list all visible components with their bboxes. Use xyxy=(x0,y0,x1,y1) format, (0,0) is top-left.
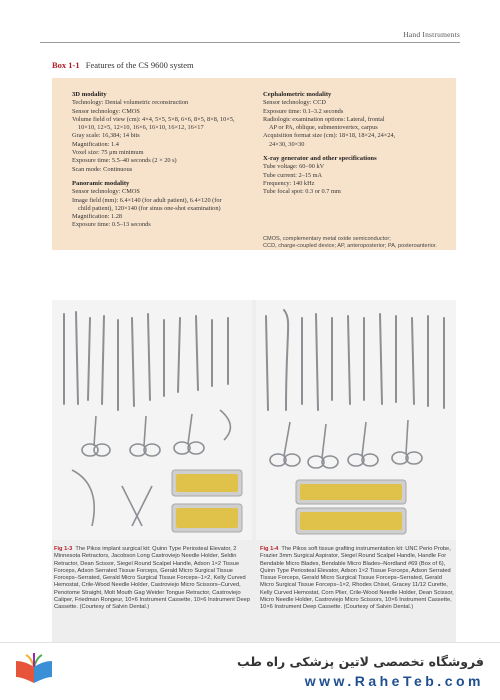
book-logo-icon xyxy=(14,651,54,691)
footer-banner xyxy=(0,642,500,700)
spec-line: Exposure time: 0.5–13 seconds xyxy=(72,221,151,229)
implant-kit-illustration xyxy=(52,300,252,540)
instrument-cassette xyxy=(296,480,406,534)
features-box xyxy=(52,78,456,250)
spec-line: 10×10, 12×5, 12×10, 16×6, 16×10, 16×12, 16×17 xyxy=(78,124,204,132)
spec-line: Voxel size: 75 μm minimum xyxy=(72,149,144,157)
spec-line: Acquisition format size (cm): 18×18, 18×24, 24×24, xyxy=(263,132,396,140)
figure-1-3-caption xyxy=(54,546,250,612)
spec-line: Tube current: 2–15 mA xyxy=(263,171,323,179)
spec-line: Tube voltage: 60–90 kV xyxy=(263,163,325,171)
spec-line: Tube focal spot: 0.3 or 0.7 mm xyxy=(263,188,341,196)
footnote-line-2: CCD, charge-coupled device; AP, anteroposterior; PA, posteroanterior. xyxy=(263,243,437,249)
spec-line: Sensor technology: CCD xyxy=(263,99,326,107)
spec-line: Sensor technology: CMOS xyxy=(72,188,140,196)
running-header: Hand Instruments xyxy=(403,30,460,39)
figure-1-4-caption xyxy=(260,546,456,612)
figure-1-4-photo xyxy=(256,300,456,540)
spec-line: Exposure time: 5.5–40 seconds (2 × 20 s) xyxy=(72,157,177,165)
footer-rule xyxy=(0,642,500,643)
footer-url-link[interactable]: www.RaheTeb.com xyxy=(304,673,484,689)
section-title: X-ray generator and other specifications xyxy=(263,155,377,163)
grafting-kit-illustration xyxy=(256,300,456,540)
spec-line: Radiologic examination options: Lateral, frontal xyxy=(263,115,385,123)
spec-line: Frequency: 140 kHz xyxy=(263,179,315,187)
footer-store-name: فروشگاه تخصصی لاتین پزشکی راه طب xyxy=(236,654,484,669)
caption-text: The Pikos soft tissue grafting instrumentation kit: UNC Perio Probe, Frazier 3mm Surgical Aspirator, Siegel Round Scalpel Handle, Handle For Bendable Micro Blades, Bendable Micro Blades–Nordland #69 (Box of 6), Quinn Type Periosteal Elevator, Adson 1×2 Tissue Forceps, Adson Serrated Tissue Forceps, Gerald Micro Surgical Tissue Forceps–Serrated, Gerald Micro Surgical Tissue Forceps–1×2, Rhodes Chisel, Gracey 11/12 Curette, Kelly Curved Hemostat, Corn Plier, Crile-Wood Needle Holder, Dean Scissor, Micro Needle Holder, Castroviejo Micro Scissors, 10×6 Instrument Cassette, 10×6 Instrument Deep Cassette. (Courtesy of Salvin Dental.) xyxy=(260,546,454,611)
figure-label: Fig 1-3 xyxy=(54,546,73,552)
instrument-cassette xyxy=(172,470,242,532)
figure-area xyxy=(52,300,456,670)
box-heading xyxy=(52,60,194,70)
box-title: Features of the CS 9600 system xyxy=(85,60,194,70)
section-title: Cephalometric modality xyxy=(263,91,332,98)
section-title: 3D modality xyxy=(72,91,107,98)
box-right-column xyxy=(263,91,448,197)
spec-line: Magnification: 1.4 xyxy=(72,140,119,148)
spec-line: Gray scale: 16,384; 14 bits xyxy=(72,132,140,140)
box-footnote xyxy=(263,236,453,250)
spec-line: child patient), 120×140 (for sinus one-shot examination) xyxy=(78,204,221,212)
box-number: Box 1-1 xyxy=(52,60,80,70)
footnote-line-1: CMOS, complementary metal oxide semiconductor; xyxy=(263,236,391,242)
header-rule xyxy=(40,42,460,43)
spec-line: Technology: Dental volumetric reconstruction xyxy=(72,99,189,107)
figure-label: Fig 1-4 xyxy=(260,546,279,552)
caption-text: The Pikos implant surgical kit: Quinn Type Periosteal Elevator, 2 Minnesota Retractors, Jacobson Long Castroviejo Needle Holder, Seldin Retractor, Dean Scissor, Siegel Round Scalpel Handle, Adson 1×2 Tissue Forceps, Adson Serrated Tissue Forceps, Gerald Micro Surgical Tissue Forceps–Serrated, Gerald Micro Surgical Tissue Forceps–1×2, Kelly Curved Hemostat, Crile-Wood Needle Holder, Castroviejo Micro Scissors–Curved, Penotome Straight, Molt Mouth Gag Weider Tongue Retractor, Castroviejo Caliper, Friedman Rongeur, 10×6 Instrument Cassette, 10×6 Instrument Deep Cassette. (Courtesy of Salvin Dental.) xyxy=(54,546,251,611)
spec-line: 24×30, 30×30 xyxy=(269,140,305,148)
spec-line: Scan mode: Continuous xyxy=(72,165,133,173)
spec-line: Exposure time: 0.1–3.2 seconds xyxy=(263,107,344,115)
spec-line: Image field (mm): 6.4×140 (for adult patient), 6.4×120 (for xyxy=(72,196,222,204)
box-left-column xyxy=(72,91,252,230)
spec-line: Volume field of view (cm): 4×4, 5×5, 5×8, 6×6, 8×5, 8×8, 10×5, xyxy=(72,115,235,123)
section-title: Panoramic modality xyxy=(72,179,130,187)
spec-line: AP or PA, oblique, submentovertex, carpus xyxy=(269,124,378,132)
spec-line: Magnification: 1.28 xyxy=(72,213,123,221)
spec-line: Sensor technology: CMOS xyxy=(72,107,140,115)
figure-1-3-photo xyxy=(52,300,252,540)
